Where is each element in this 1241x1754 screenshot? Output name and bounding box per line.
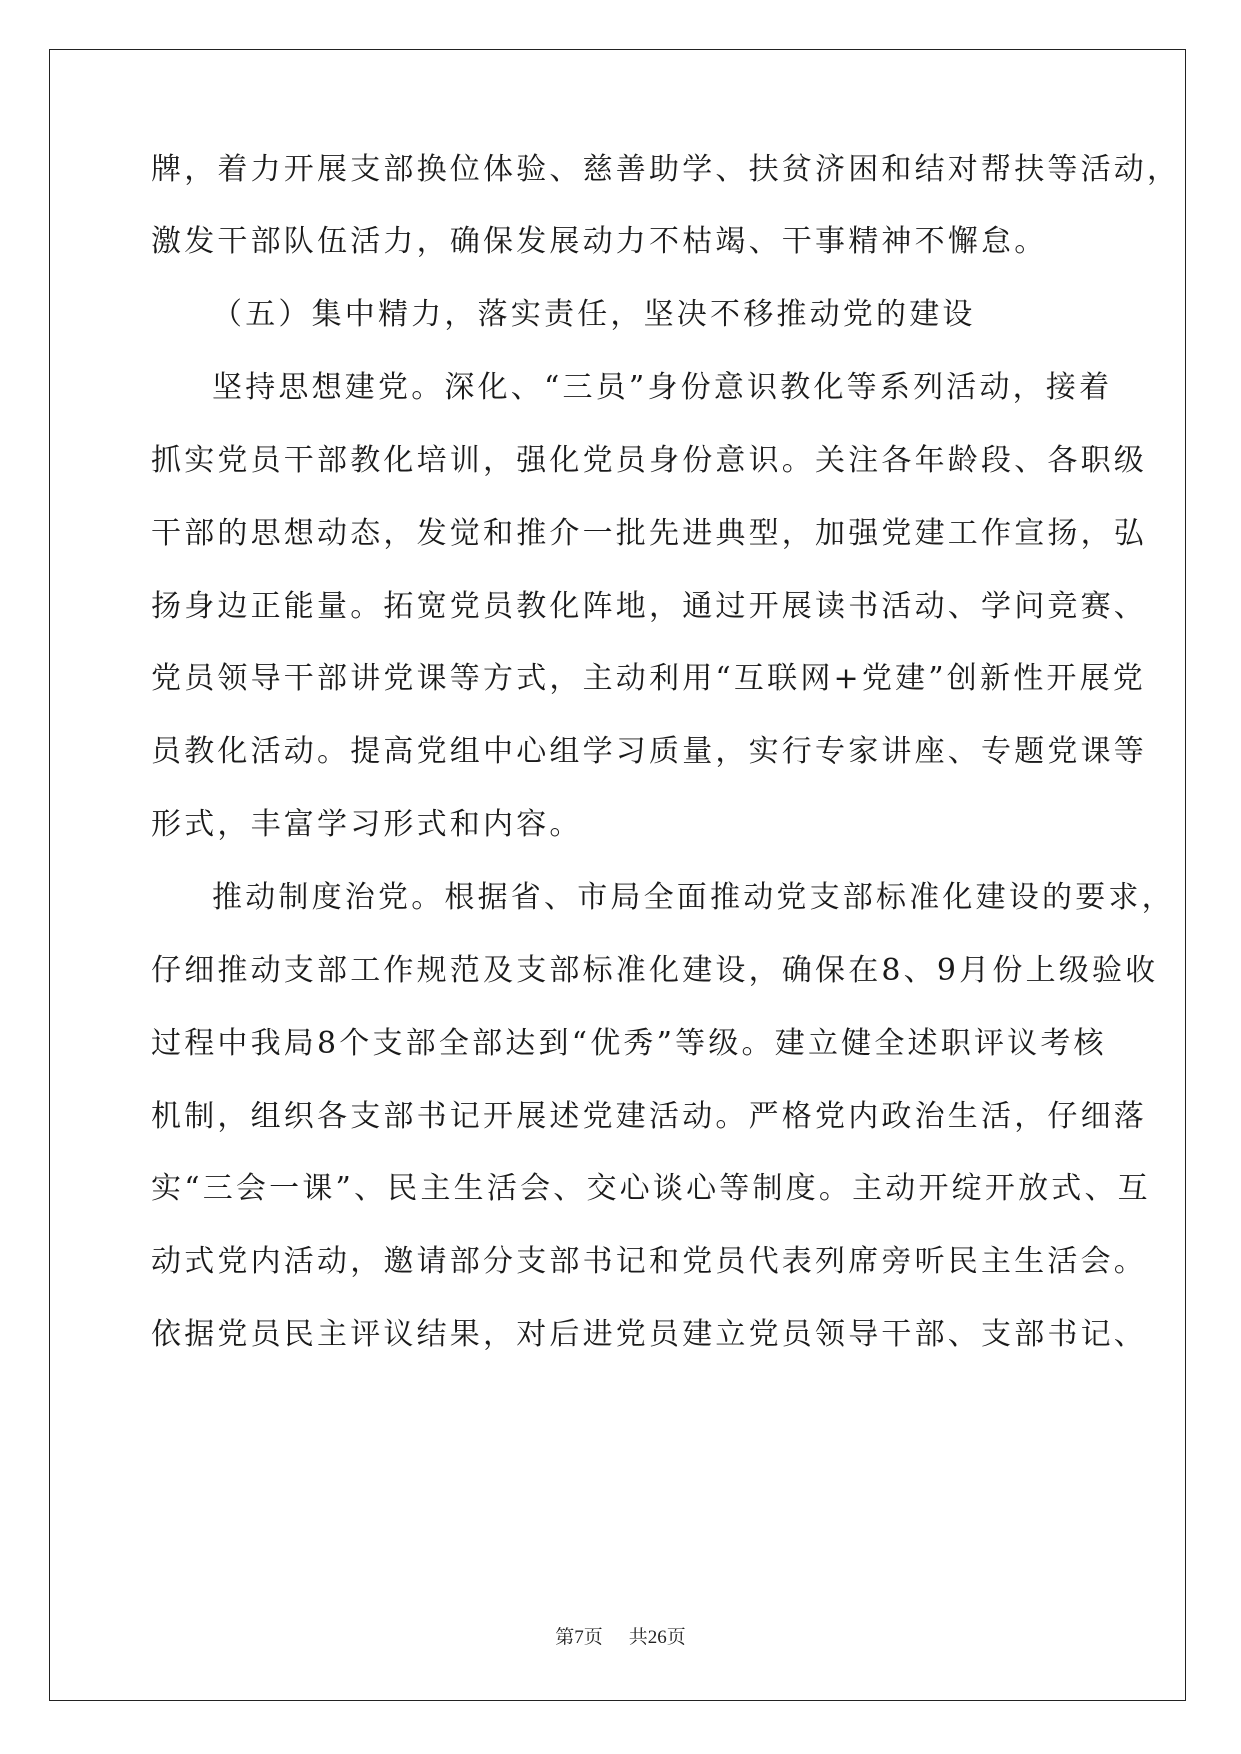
- page-total: 共26页: [628, 1627, 686, 1648]
- page-number: 第7页: [555, 1627, 603, 1648]
- body-line: 员教化活动。提高党组中心组学习质量，实行专家讲座、专题党课等: [151, 734, 1147, 769]
- body-line: 干部的思想动态，发觉和推介一批先进典型，加强党建工作宣扬，弘: [151, 516, 1147, 551]
- body-line: 动式党内活动，邀请部分支部书记和党员代表列席旁听民主生活会。: [151, 1244, 1147, 1279]
- page-footer: [0, 1626, 1241, 1650]
- body-line: 党员领导干部讲党课等方式，主动利用“互联网+党建”创新性开展党: [151, 661, 1147, 696]
- body-line: 实“三会一课”、民主生活会、交心谈心等制度。主动开绽开放式、互: [151, 1171, 1151, 1206]
- body-line: 依据党员民主评议结果，对后进党员建立党员领导干部、支部书记、: [151, 1317, 1147, 1352]
- body-line: 牌，着力开展支部换位体验、慈善助学、扶贫济困和结对帮扶等活动，: [151, 152, 1181, 187]
- paragraph-start-line: 坚持思想建党。深化、“三员”身份意识教化等系列活动，接着: [212, 370, 1113, 405]
- body-line: 过程中我局8个支部全部达到“优秀”等级。建立健全述职评议考核: [151, 1026, 1107, 1061]
- body-line: 扬身边正能量。拓宽党员教化阵地，通过开展读书活动、学问竞赛、: [151, 589, 1147, 624]
- body-line: 形式，丰富学习形式和内容。: [151, 807, 583, 842]
- section-heading: （五）集中精力，落实责任，坚决不移推动党的建设: [212, 297, 976, 332]
- body-line: 抓实党员干部教化培训，强化党员身份意识。关注各年龄段、各职级: [151, 443, 1147, 478]
- body-line: 激发干部队伍活力，确保发展动力不枯竭、干事精神不懈怠。: [151, 224, 1048, 259]
- body-line: 仔细推动支部工作规范及支部标准化建设，确保在8、9月份上级验收: [151, 953, 1159, 988]
- body-line: 机制，组织各支部书记开展述党建活动。严格党内政治生活，仔细落: [151, 1099, 1147, 1134]
- paragraph-start-line: 推动制度治党。根据省、市局全面推动党支部标准化建设的要求，: [212, 880, 1175, 915]
